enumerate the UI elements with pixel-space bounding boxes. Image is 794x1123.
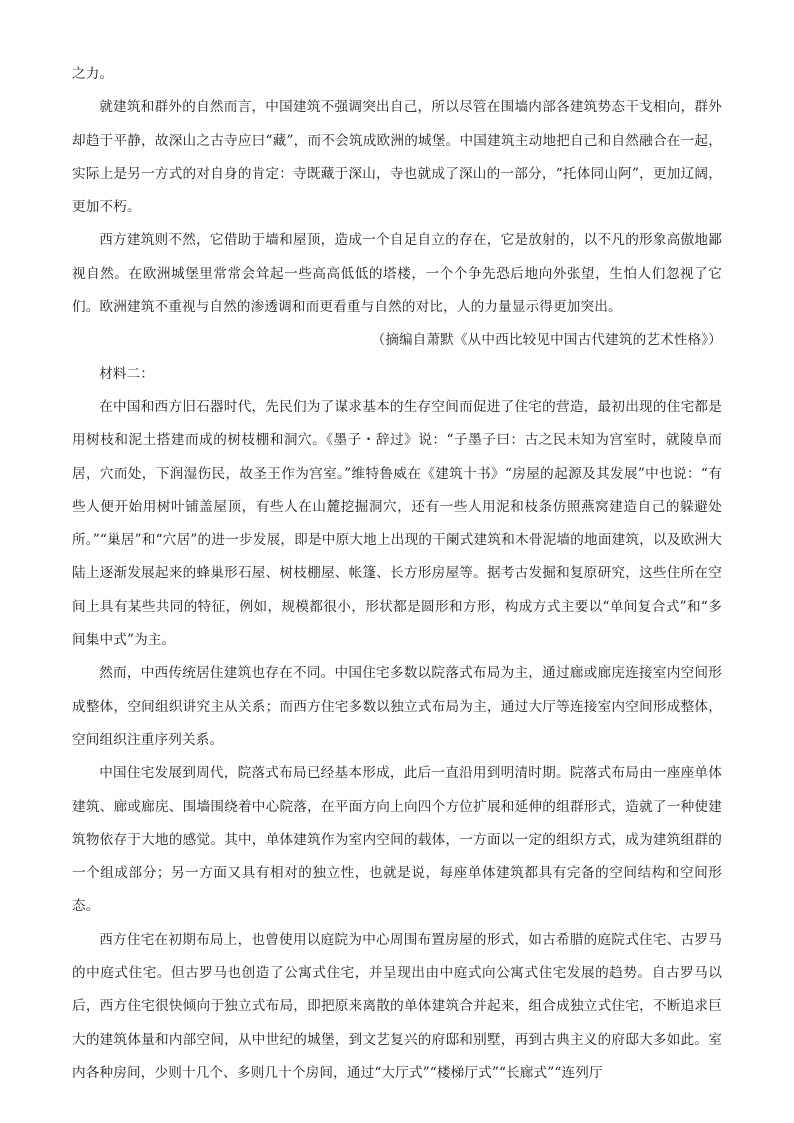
paragraph-differences: 然而，中西传统居住建筑也存在不同。中国住宅多数以院落式布局为主，通过廊或廊庑连接室内空间形成整体，空间组织讲究主从关系；而西方住宅多数以独立式布局为主，通过大厅等连接室内空间形成整体，空间组织注重序列关系。 [72,665,722,748]
paragraph-western-dwellings: 西方住宅在初期布局上，也曾使用以庭院为中心周围布置房屋的形式，如古希腊的庭院式住宅、古罗马的中庭式住宅。但古罗马也创造了公寓式住宅，并呈现出由中庭式向公寓式住宅发展的趋势。自古罗马以后，西方住宅很快倾向于独立式布局，即把原来离散的单体建筑合并起来，组合成独立式住宅，不断追求巨大的建筑体量和内部空间，从中世纪的城堡，到文艺复兴的府邸和别墅，再到古典主义的府邸大多如此。室内各种房间，少则十几个、多则几十个房间，通过“大厅式”“楼梯厅式”“长廊式”“连列厅 [72,931,722,1081]
paragraph-western-architecture: 西方建筑则不然，它借助于墙和屋顶，造成一个自足自立的存在，它是放射的，以不凡的形象高傲地鄙视自然。在欧洲城堡里常常会耸起一些高高低低的塔楼，一个个争先恐后地向外张望，生怕人们忽视了它们。欧洲建筑不重视与自然的渗透调和而更看重与自然的对比，人的力量显示得更加突出。 [72,232,722,316]
paragraph-chinese-architecture-nature: 就建筑和群外的自然而言，中国建筑不强调突出自己，所以尽管在围墙内部各建筑势态干戈相向，群外却趋于平静，故深山之古寺应曰“藏”，而不会筑成欧洲的城堡。中国建筑主动地把自己和自然融合在一起，实际上是另一方式的对自身的肯定：寺既藏于深山，寺也就成了深山的一部分，“托体同山阿”，更加辽阔，更加不朽。 [72,99,722,216]
source-citation: （摘编自萧默《从中西比较见中国古代建筑的艺术性格》） [371,332,722,349]
paragraph-early-dwellings: 在中国和西方旧石器时代，先民们为了谋求基本的生存空间而促进了住宅的营造，最初出现的住宅都是用树枝和泥土搭建而成的树枝棚和洞穴。《墨子・辞过》说：“子墨子曰：古之民未知为宫室时，就陵阜而居，穴而处，下润湿伤民，故圣王作为宫室。”维特鲁威在《建筑十书》“房屋的起源及其发展”中也说：“有些人便开始用树叶铺盖屋顶，有些人在山麓挖掘洞穴，还有一些人用泥和枝条仿照燕窝建造自己的躲避处所。”“巢居”和“穴居”的进一步发展，即是中原大地上出现的干阑式建筑和木骨泥墙的地面建筑，以及欧洲大陆上逐渐发展起来的蜂巢形石屋、树枝棚屋、帐篷、长方形房屋等。据考古发掘和复原研究，这些住所在空间上具有某些共同的特征，例如，规模都很小，形状都是圆形和方形，构成方式主要以“单间复合式”和“多间集中式”为主。 [72,398,722,649]
paragraph-chinese-courtyard: 中国住宅发展到周代，院落式布局已经基本形成，此后一直沿用到明清时期。院落式布局由一座座单体建筑、廊或廊庑、围墙围绕着中心院落，在平面方向上向四个方位扩展和延伸的组群形式，造就了一种使建筑物依存于大地的感觉。其中，单体建筑作为室内空间的载体，一方面以一定的组织方式，成为建筑组群的一个组成部分；另一方面又具有相对的独立性，也就是说，每座单体建筑都具有完备的空间结构和空间形态。 [72,765,722,915]
document-page [72,58,722,1090]
section-label-material-two: 材料二： [99,365,155,382]
paragraph-continuation: 之力。 [72,66,114,82]
